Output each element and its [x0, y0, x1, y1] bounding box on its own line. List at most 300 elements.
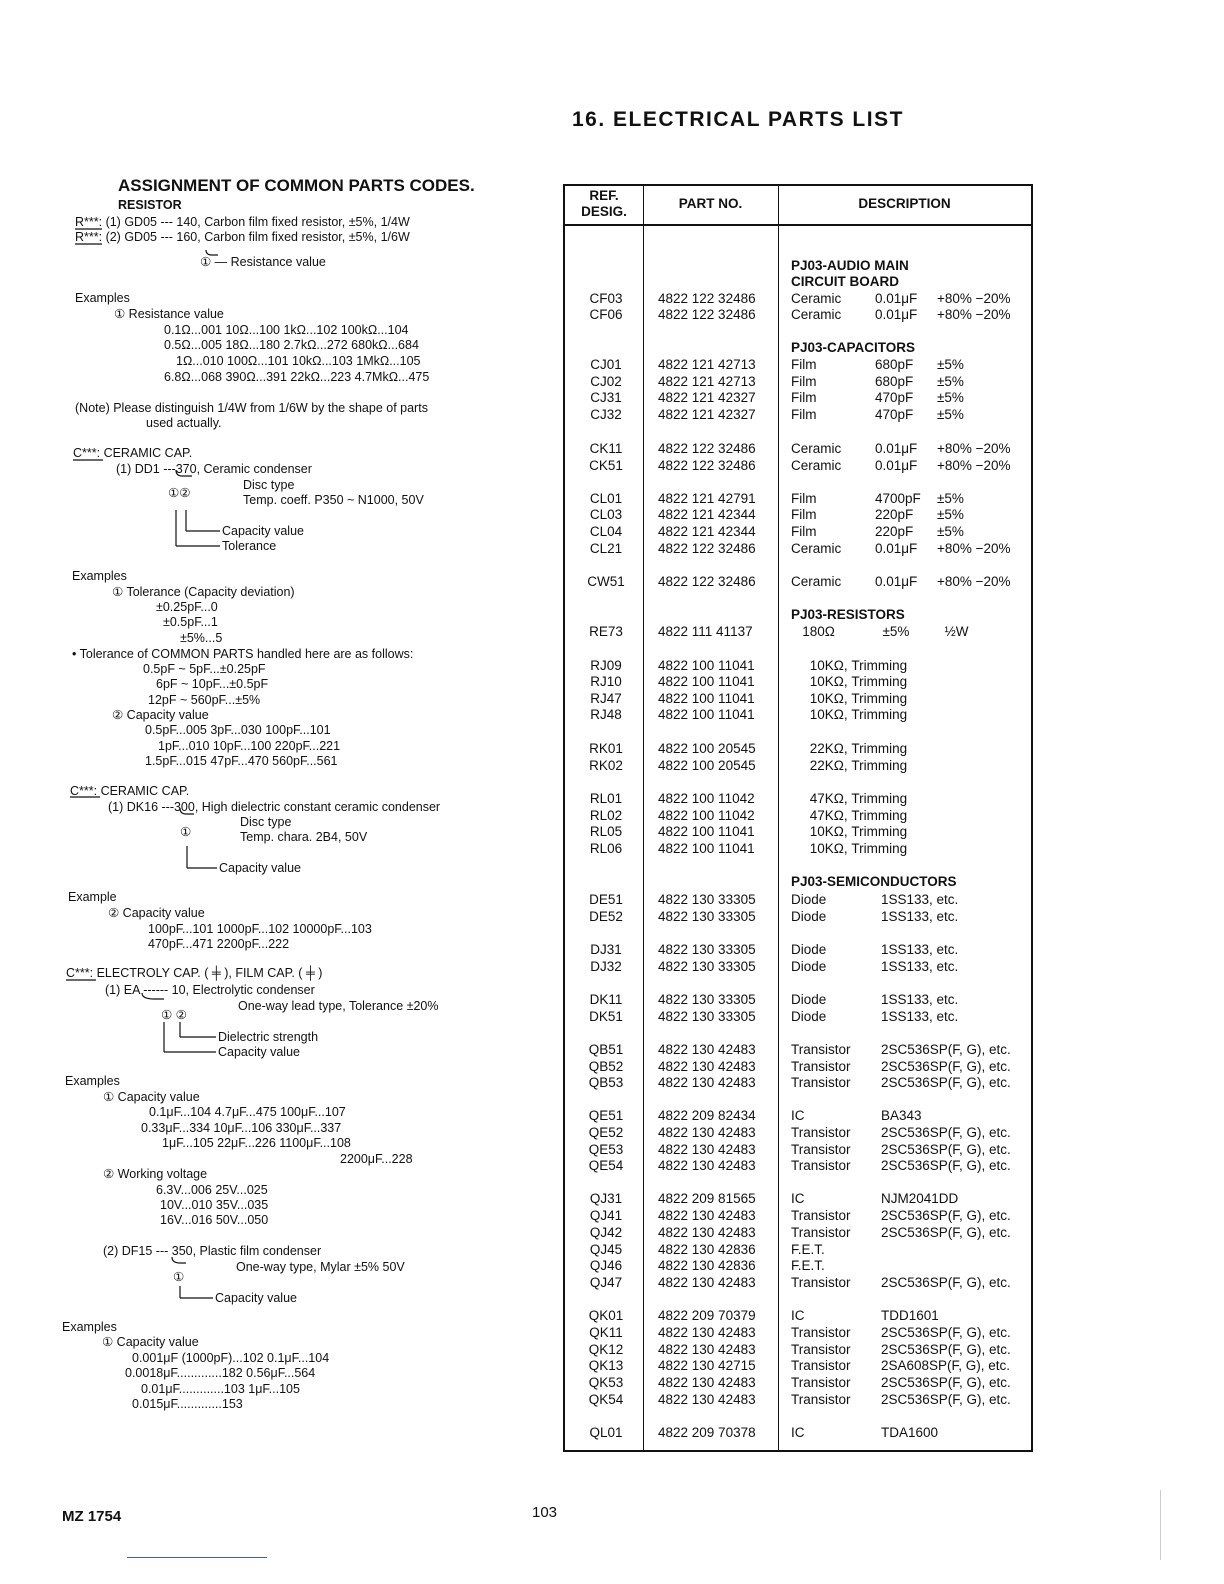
table-row	[565, 390, 1031, 407]
part-no-cell: 4822 122 32486	[658, 441, 756, 456]
part-no-cell: 4822 130 42483	[658, 1225, 756, 1240]
table-row	[565, 992, 1031, 1009]
value-cell: 2SC536SP(F, G), etc.	[881, 1059, 1011, 1074]
table-row	[565, 1425, 1031, 1442]
ref-desig-cell: QE53	[588, 1142, 624, 1157]
table-row	[565, 959, 1031, 976]
part-no-cell: 4822 130 42483	[658, 1208, 756, 1223]
scan-underline	[127, 1557, 267, 1558]
ref-desig-cell: CL01	[589, 491, 623, 506]
tolerance-cell: +80% −20%	[937, 574, 1011, 589]
code-line: ① Capacity value	[103, 1090, 200, 1104]
code-line: 0.0018μF.............182 0.56μF...564	[125, 1366, 316, 1380]
description-cell: Film	[791, 507, 817, 522]
description-cell: Ceramic	[791, 291, 842, 306]
code-line: ② Working voltage	[103, 1167, 208, 1181]
ref-desig-cell: CJ01	[590, 357, 622, 372]
code-line: Examples	[75, 291, 130, 305]
tolerance-cell: ±5%	[937, 524, 964, 539]
part-no-cell: 4822 100 20545	[658, 741, 756, 756]
part-no-cell: 4822 122 32486	[658, 307, 756, 322]
code-line: Examples	[72, 569, 127, 583]
code-line: ① ②	[161, 1008, 187, 1022]
description-cell: Transistor	[791, 1075, 851, 1090]
value-cell: 0.01μF	[875, 291, 918, 306]
table-row	[565, 691, 1031, 708]
ref-desig-cell: QK01	[588, 1308, 624, 1323]
ref-desig-cell: CJ02	[590, 374, 622, 389]
description-cell: Film	[791, 390, 817, 405]
table-row	[565, 1275, 1031, 1292]
description-cell: Transistor	[791, 1158, 851, 1173]
section-title: PJ03-SEMICONDUCTORS	[791, 874, 957, 889]
ref-desig-cell: CF03	[589, 291, 623, 306]
part-no-cell: 4822 130 42483	[658, 1125, 756, 1140]
tolerance-cell: ±5%	[937, 407, 964, 422]
ref-desig-cell: CL21	[589, 541, 623, 556]
section-title: CIRCUIT BOARD	[791, 274, 899, 289]
table-row	[565, 1125, 1031, 1142]
part-no-cell: 4822 209 70379	[658, 1308, 756, 1323]
part-no-cell: 4822 130 33305	[658, 992, 756, 1007]
ref-desig-cell: RK01	[589, 741, 623, 756]
description-cell: 10KΩ, Trimming	[791, 824, 908, 839]
header-ref-desig: REF. DESIG.	[581, 188, 627, 219]
table-row	[565, 1392, 1031, 1409]
part-no-cell: 4822 209 82434	[658, 1108, 756, 1123]
code-line: Capacity value	[222, 524, 304, 538]
description-cell: Film	[791, 491, 817, 506]
value-cell: 2SC536SP(F, G), etc.	[881, 1392, 1011, 1407]
table-row	[565, 1375, 1031, 1392]
value-cell: 1SS133, etc.	[881, 942, 959, 957]
description-cell: Transistor	[791, 1325, 851, 1340]
description-cell: Transistor	[791, 1042, 851, 1057]
part-no-cell: 4822 100 11042	[658, 808, 755, 823]
code-line: One-way lead type, Tolerance ±20%	[238, 999, 439, 1013]
description-cell: Transistor	[791, 1392, 851, 1407]
code-line: R***: (1) GD05 --- 140, Carbon film fixed resistor, ±5%, 1/4W	[75, 215, 410, 229]
code-line: ±5%...5	[180, 631, 223, 645]
tolerance-cell: ±5%	[937, 374, 964, 389]
part-no-cell: 4822 130 42483	[658, 1342, 756, 1357]
description-cell: Diode	[791, 1009, 827, 1024]
ref-desig-cell: QE54	[588, 1158, 624, 1173]
table-row	[565, 624, 1031, 641]
section-title: PJ03-RESISTORS	[791, 607, 905, 622]
table-row	[565, 374, 1031, 391]
ref-desig-cell: RJ10	[590, 674, 622, 689]
code-line: 1Ω...010 100Ω...101 10kΩ...103 1MkΩ...105	[176, 354, 421, 368]
code-line: ①	[180, 825, 192, 839]
code-line: Dielectric strength	[218, 1030, 319, 1044]
ref-desig-cell: DJ32	[590, 959, 622, 974]
part-no-cell: 4822 121 42344	[658, 507, 756, 522]
code-line: 0.5pF ~ 5pF...±0.25pF	[143, 662, 266, 676]
part-no-cell: 4822 100 11042	[658, 791, 755, 806]
description-cell: Ceramic	[791, 441, 842, 456]
description-cell: Transistor	[791, 1059, 851, 1074]
table-row	[565, 541, 1031, 558]
code-line: ① Resistance value	[114, 307, 224, 321]
value-cell: 1SS133, etc.	[881, 959, 959, 974]
part-no-cell: 4822 100 11041	[658, 691, 755, 706]
value-cell: 0.01μF	[875, 441, 918, 456]
table-row	[565, 1358, 1031, 1375]
table-row	[565, 892, 1031, 909]
code-line: ±0.5pF...1	[163, 615, 218, 629]
part-no-cell: 4822 130 33305	[658, 959, 756, 974]
code-line: RESISTOR	[118, 198, 182, 212]
ref-desig-cell: QK13	[588, 1358, 624, 1373]
code-line: (1) DD1 ---370, Ceramic condenser	[116, 462, 312, 476]
ref-desig-cell: QE51	[588, 1108, 624, 1123]
code-line: Capacity value	[215, 1291, 297, 1305]
table-row	[565, 674, 1031, 691]
code-line: 10V...010 35V...035	[160, 1198, 269, 1212]
code-line: Temp. coeff. P350 ~ N1000, 50V	[243, 493, 424, 507]
code-line: 1μF...105 22μF...226 1100μF...108	[162, 1136, 351, 1150]
value-cell: 2SC536SP(F, G), etc.	[881, 1042, 1011, 1057]
table-row	[565, 491, 1031, 508]
tolerance-cell: ½W	[937, 624, 969, 639]
ref-desig-cell: QJ42	[589, 1225, 623, 1240]
parts-list-table	[563, 184, 1033, 1452]
table-row	[565, 909, 1031, 926]
ref-desig-cell: DE52	[589, 909, 623, 924]
value-cell: 220pF	[875, 524, 914, 539]
value-cell: NJM2041DD	[881, 1191, 959, 1206]
value-cell: TDD1601	[881, 1308, 939, 1323]
value-cell: 2SC536SP(F, G), etc.	[881, 1275, 1011, 1290]
description-cell: Transistor	[791, 1375, 851, 1390]
ref-desig-cell: DJ31	[590, 942, 622, 957]
tolerance-cell: ±5%	[937, 390, 964, 405]
table-row	[565, 357, 1031, 374]
value-cell: 680pF	[875, 374, 914, 389]
part-no-cell: 4822 111 41137	[658, 624, 753, 639]
ref-desig-cell: RJ47	[590, 691, 622, 706]
part-no-cell: 4822 130 42715	[658, 1358, 756, 1373]
description-cell: Diode	[791, 942, 827, 957]
code-line: ② Capacity value	[108, 906, 205, 920]
table-row	[565, 658, 1031, 675]
table-row	[565, 1108, 1031, 1125]
table-row	[565, 1258, 1031, 1275]
description-cell: 22KΩ, Trimming	[791, 758, 908, 773]
code-line: (2) DF15 --- 350, Plastic film condenser	[103, 1244, 322, 1258]
description-cell: Transistor	[791, 1225, 851, 1240]
code-line: C***: ELECTROLY CAP. ( ╪ ), FILM CAP. ( ╪ )	[66, 966, 323, 980]
table-row	[565, 1308, 1031, 1325]
description-cell: Diode	[791, 992, 827, 1007]
code-line: C***: CERAMIC CAP.	[70, 784, 190, 798]
value-cell: 1SS133, etc.	[881, 909, 959, 924]
value-cell: 2SC536SP(F, G), etc.	[881, 1125, 1011, 1140]
part-no-cell: 4822 122 32486	[658, 574, 756, 589]
table-row	[565, 707, 1031, 724]
table-row	[565, 524, 1031, 541]
value-cell: 0.01μF	[875, 458, 918, 473]
code-line: (Note) Please distinguish 1/4W from 1/6W by the shape of parts	[75, 401, 428, 415]
description-cell: Ceramic	[791, 541, 842, 556]
part-no-cell: 4822 100 11041	[658, 674, 755, 689]
code-bracket-lines	[0, 0, 560, 1500]
part-no-cell: 4822 100 20545	[658, 758, 756, 773]
tolerance-cell: +80% −20%	[937, 541, 1011, 556]
description-cell: IC	[791, 1308, 805, 1323]
part-no-cell: 4822 130 42483	[658, 1142, 756, 1157]
part-no-cell: 4822 122 32486	[658, 541, 756, 556]
part-no-cell: 4822 100 11041	[658, 841, 755, 856]
table-row	[565, 758, 1031, 775]
ref-desig-cell: DE51	[589, 892, 623, 907]
value-cell: 2SA608SP(F, G), etc.	[881, 1358, 1011, 1373]
ref-desig-cell: RL05	[589, 824, 623, 839]
description-cell: 10KΩ, Trimming	[791, 841, 908, 856]
code-line: 0.001μF (1000pF)...102 0.1μF...104	[132, 1351, 330, 1365]
part-no-cell: 4822 122 32486	[658, 291, 756, 306]
value-cell: 680pF	[875, 357, 914, 372]
code-line: Temp. chara. 2B4, 50V	[240, 830, 368, 844]
table-row	[565, 741, 1031, 758]
header-part-no: PART NO.	[678, 196, 743, 211]
code-line: Capacity value	[218, 1045, 300, 1059]
code-line: 0.1Ω...001 10Ω...100 1kΩ...102 100kΩ...104	[164, 323, 409, 337]
section-heading: ASSIGNMENT OF COMMON PARTS CODES.	[118, 176, 475, 195]
ref-desig-cell: RE73	[589, 624, 623, 639]
section-title: PJ03-AUDIO MAIN	[791, 258, 909, 273]
table-row	[565, 1208, 1031, 1225]
part-no-cell: 4822 121 42344	[658, 524, 756, 539]
description-cell: Transistor	[791, 1342, 851, 1357]
table-row	[565, 1225, 1031, 1242]
ref-desig-cell: QB51	[588, 1042, 624, 1057]
code-line: 0.1μF...104 4.7μF...475 100μF...107	[149, 1105, 346, 1119]
header-description: DESCRIPTION	[858, 196, 951, 211]
value-cell: 1SS133, etc.	[881, 992, 959, 1007]
code-line: Disc type	[240, 815, 292, 829]
part-no-cell: 4822 209 70378	[658, 1425, 756, 1440]
table-row	[565, 1075, 1031, 1092]
part-no-cell: 4822 130 42836	[658, 1242, 756, 1257]
value-cell: 4700pF	[875, 491, 921, 506]
part-no-cell: 4822 100 11041	[658, 707, 755, 722]
table-row	[565, 507, 1031, 524]
part-no-cell: 4822 121 42791	[658, 491, 756, 506]
part-no-cell: 4822 130 42483	[658, 1059, 756, 1074]
code-line: 6.3V...006 25V...025	[156, 1183, 268, 1197]
part-no-cell: 4822 130 42483	[658, 1375, 756, 1390]
ref-desig-cell: QK53	[588, 1375, 624, 1390]
ref-desig-cell: CK11	[589, 441, 623, 456]
code-line: One-way type, Mylar ±5% 50V	[236, 1260, 405, 1274]
description-cell: Ceramic	[791, 458, 842, 473]
part-no-cell: 4822 130 42483	[658, 1275, 756, 1290]
value-cell: 0.01μF	[875, 307, 918, 322]
code-line: (1) EA ------ 10, Electrolytic condenser	[105, 983, 315, 997]
code-line: Examples	[62, 1320, 117, 1334]
table-row	[565, 1009, 1031, 1026]
ref-desig-cell: CW51	[587, 574, 625, 589]
ref-desig-cell: QJ31	[589, 1191, 623, 1206]
table-row	[565, 942, 1031, 959]
part-no-cell: 4822 121 42713	[658, 374, 756, 389]
part-no-cell: 4822 130 33305	[658, 892, 756, 907]
ref-desig-cell: QJ46	[589, 1258, 623, 1273]
code-line: 0.015μF.............153	[132, 1397, 243, 1411]
value-cell: 2SC536SP(F, G), etc.	[881, 1375, 1011, 1390]
page-number: 103	[532, 1504, 558, 1521]
description-cell: 10KΩ, Trimming	[791, 707, 908, 722]
part-no-cell: 4822 130 42836	[658, 1258, 756, 1273]
table-row	[565, 1342, 1031, 1359]
ref-desig-cell: RL02	[589, 808, 623, 823]
code-line: ① Capacity value	[102, 1335, 199, 1349]
code-line: used actually.	[146, 416, 222, 430]
part-no-cell: 4822 121 42713	[658, 357, 756, 372]
code-line: (1) DK16 ---300, High dielectric constant ceramic condenser	[108, 800, 441, 814]
code-line: 6pF ~ 10pF...±0.5pF	[156, 677, 269, 691]
scan-edge-line	[1160, 1490, 1161, 1560]
value-cell: 470pF	[875, 390, 914, 405]
part-no-cell: 4822 121 42327	[658, 407, 756, 422]
table-row	[565, 574, 1031, 591]
code-line: 16V...016 50V...050	[160, 1213, 269, 1227]
description-cell: 180Ω	[791, 624, 835, 639]
description-cell: Film	[791, 374, 817, 389]
description-cell: F.E.T.	[791, 1242, 825, 1257]
code-line: ①②	[168, 486, 191, 500]
code-line: 2200μF...228	[340, 1152, 413, 1166]
code-line: 0.01μF.............103 1μF...105	[141, 1382, 300, 1396]
value-cell: 2SC536SP(F, G), etc.	[881, 1158, 1011, 1173]
description-cell: F.E.T.	[791, 1258, 825, 1273]
code-line: 0.5pF...005 3pF...030 100pF...101	[145, 723, 331, 737]
value-cell: 470pF	[875, 407, 914, 422]
value-cell: 1SS133, etc.	[881, 1009, 959, 1024]
ref-desig-cell: CL04	[589, 524, 623, 539]
tolerance-cell: +80% −20%	[937, 307, 1011, 322]
tolerance-cell: ±5%	[937, 357, 964, 372]
value-cell: 220pF	[875, 507, 914, 522]
ref-desig-cell: DK11	[589, 992, 623, 1007]
value-cell: 2SC536SP(F, G), etc.	[881, 1208, 1011, 1223]
ref-desig-cell: QL01	[589, 1425, 623, 1440]
tolerance-cell: ±5%	[937, 491, 964, 506]
description-cell: Film	[791, 407, 817, 422]
ref-desig-cell: QJ47	[589, 1275, 623, 1290]
description-cell: IC	[791, 1191, 805, 1206]
model-number: MZ 1754	[62, 1508, 122, 1525]
ref-desig-cell: CJ31	[590, 390, 622, 405]
ref-desig-cell: QE52	[588, 1125, 624, 1140]
table-row	[565, 1191, 1031, 1208]
part-no-cell: 4822 130 42483	[658, 1325, 756, 1340]
section-title: PJ03-CAPACITORS	[791, 340, 916, 355]
code-line: ② Capacity value	[112, 708, 209, 722]
table-row	[565, 307, 1031, 324]
value-cell: 2SC536SP(F, G), etc.	[881, 1225, 1011, 1240]
value-cell: 2SC536SP(F, G), etc.	[881, 1142, 1011, 1157]
ref-desig-cell: QK11	[589, 1325, 623, 1340]
description-cell: 10KΩ, Trimming	[791, 674, 908, 689]
table-row	[565, 1059, 1031, 1076]
part-no-cell: 4822 100 11041	[658, 824, 755, 839]
part-no-cell: 4822 130 33305	[658, 909, 756, 924]
code-line: 100pF...101 1000pF...102 10000pF...103	[148, 922, 372, 936]
table-row	[565, 824, 1031, 841]
table-row	[565, 791, 1031, 808]
description-cell: Transistor	[791, 1275, 851, 1290]
ref-desig-cell: CF06	[589, 307, 623, 322]
code-line: ① Tolerance (Capacity deviation)	[112, 585, 295, 599]
table-row	[565, 291, 1031, 308]
table-row	[565, 458, 1031, 475]
value-cell: 0.01μF	[875, 574, 918, 589]
description-cell: Diode	[791, 892, 827, 907]
description-cell: Ceramic	[791, 307, 842, 322]
part-no-cell: 4822 130 33305	[658, 1009, 756, 1024]
ref-desig-cell: QB53	[588, 1075, 624, 1090]
code-line: Example	[68, 890, 117, 904]
tolerance-cell: +80% −20%	[937, 291, 1011, 306]
value-cell: BA343	[881, 1108, 922, 1123]
description-cell: IC	[791, 1108, 805, 1123]
part-no-cell: 4822 130 42483	[658, 1042, 756, 1057]
description-cell: 47KΩ, Trimming	[791, 791, 908, 806]
description-cell: Film	[791, 357, 817, 372]
code-line: • Tolerance of COMMON PARTS handled here are as follows:	[72, 647, 414, 661]
code-line: Capacity value	[219, 861, 301, 875]
part-no-cell: 4822 209 81565	[658, 1191, 756, 1206]
ref-desig-cell: QK12	[588, 1342, 624, 1357]
value-cell: TDA1600	[881, 1425, 939, 1440]
description-cell: Diode	[791, 959, 827, 974]
part-no-cell: 4822 130 33305	[658, 942, 756, 957]
value-cell: 1SS133, etc.	[881, 892, 959, 907]
ref-desig-cell: DK51	[589, 1009, 623, 1024]
code-line: Disc type	[243, 478, 295, 492]
ref-desig-cell: CK51	[589, 458, 623, 473]
code-line: 1.5pF...015 47pF...470 560pF...561	[145, 754, 338, 768]
description-cell: Ceramic	[791, 574, 842, 589]
value-cell: 2SC536SP(F, G), etc.	[881, 1342, 1011, 1357]
ref-desig-cell: RK02	[589, 758, 623, 773]
value-cell: ±5%	[875, 624, 910, 639]
page-title: 16. ELECTRICAL PARTS LIST	[572, 108, 904, 131]
description-cell: Transistor	[791, 1142, 851, 1157]
part-no-cell: 4822 130 42483	[658, 1158, 756, 1173]
code-line: C***: CERAMIC CAP.	[73, 446, 193, 460]
tolerance-cell: ±5%	[937, 507, 964, 522]
ref-desig-cell: QJ41	[589, 1208, 623, 1223]
table-row	[565, 1042, 1031, 1059]
code-line: Tolerance	[222, 539, 277, 553]
code-line: 470pF...471 2200pF...222	[148, 937, 290, 951]
description-cell: IC	[791, 1425, 805, 1440]
value-cell: 0.01μF	[875, 541, 918, 556]
ref-desig-cell: CJ32	[590, 407, 622, 422]
description-cell: Transistor	[791, 1208, 851, 1223]
table-row	[565, 441, 1031, 458]
ref-desig-cell: QK54	[588, 1392, 624, 1407]
value-cell: 2SC536SP(F, G), etc.	[881, 1325, 1011, 1340]
ref-desig-cell: QB52	[588, 1059, 624, 1074]
table-row	[565, 1158, 1031, 1175]
table-row	[565, 1242, 1031, 1259]
code-line: 1pF...010 10pF...100 220pF...221	[158, 739, 341, 753]
